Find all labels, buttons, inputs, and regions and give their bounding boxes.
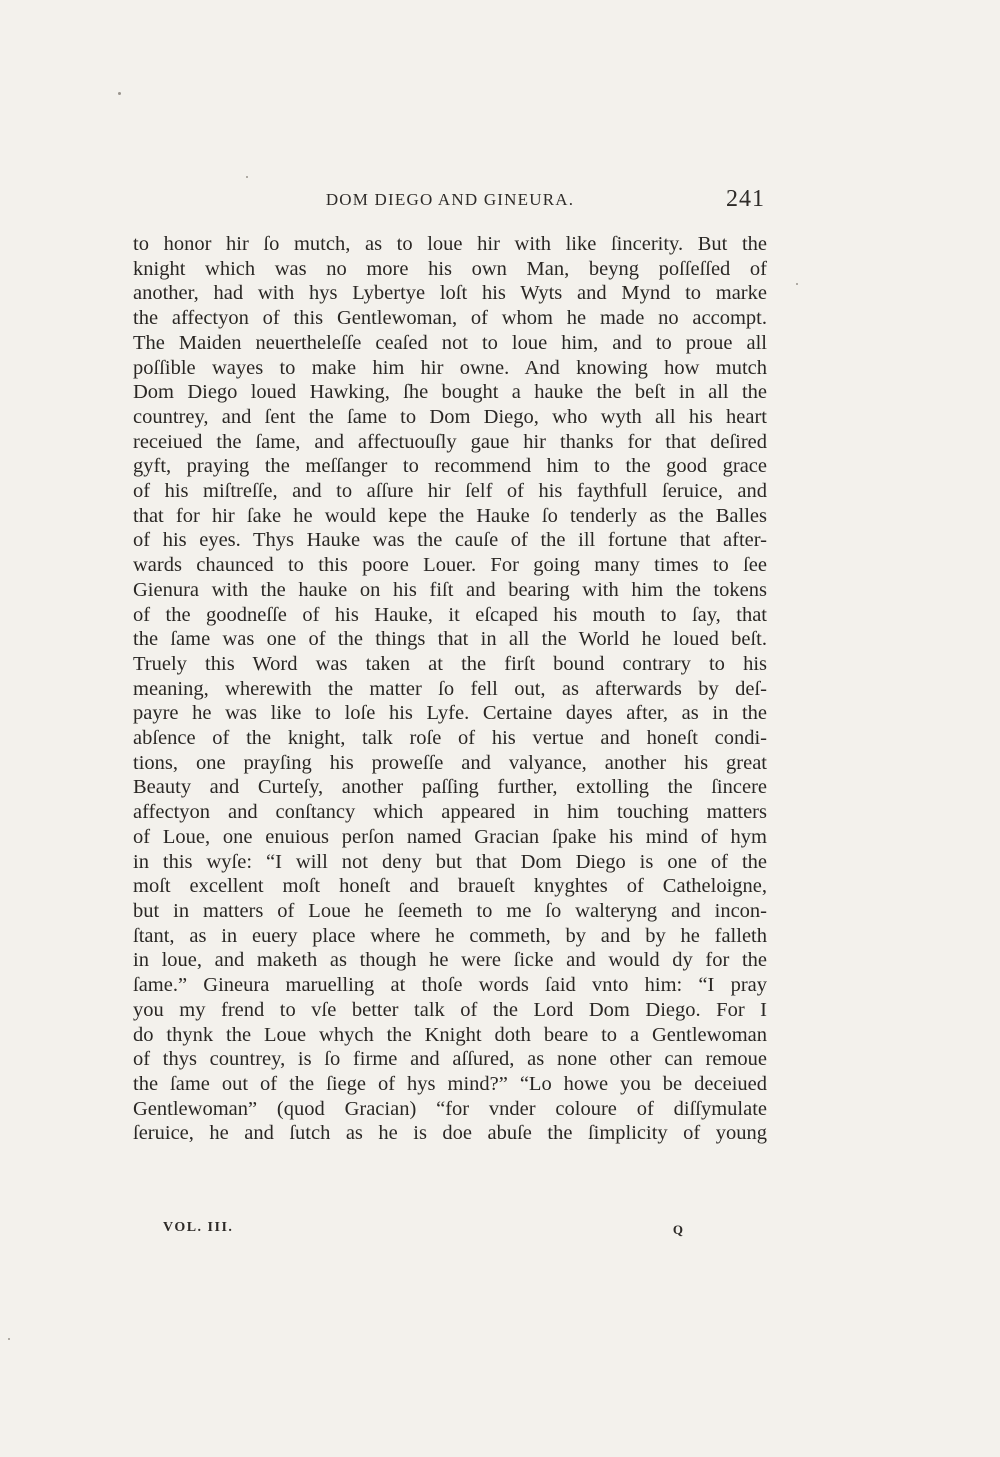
text-line: The Maiden neuertheleſſe ceaſed not to loue him, and to proue all xyxy=(133,331,767,354)
text-line: moſt excellent moſt honeſt and braueſt knyghtes of Catheloigne, xyxy=(133,875,767,898)
paper-speck xyxy=(246,176,248,178)
text-line: that for hir ſake he would kepe the Hauke ſo tenderly as the Balles xyxy=(133,504,767,527)
text-line: wards chaunced to this poore Louer. For going many times to ſee xyxy=(133,554,767,577)
body-text xyxy=(133,232,767,1146)
text-line: poſſible wayes to make him hir owne. And knowing how mutch xyxy=(133,356,767,379)
text-line: of Loue, one enuious perſon named Gracian ſpake his mind of hym xyxy=(133,825,767,848)
text-line: ſeruice, he and ſutch as he is doe abuſe the ſimplicity of young xyxy=(133,1122,767,1145)
text-line: you my frend to vſe better talk of the Lord Dom Diego. For I xyxy=(133,998,767,1021)
text-line: do thynk the Loue whych the Knight doth beare to a Gentlewoman xyxy=(133,1023,767,1046)
page-footer xyxy=(163,1220,683,1244)
text-line: the ſame was one of the things that in all the World he loued beſt. xyxy=(133,628,767,651)
paper-speck xyxy=(118,92,121,95)
signature-mark: Q xyxy=(672,1222,683,1237)
text-line: Truely this Word was taken at the firſt bound contrary to his xyxy=(133,652,767,675)
text-line: Beauty and Curteſy, another paſſing further, extolling the ſincere xyxy=(133,776,767,799)
text-line: of his eyes. Thys Hauke was the cauſe of the ill fortune that after- xyxy=(133,529,767,552)
text-line: Gienura with the hauke on his fiſt and bearing with him the tokens xyxy=(133,578,767,601)
text-line: ſtant, as in euery place where he commeth, by and by he falleth xyxy=(133,924,767,947)
text-line: another, had with hys Lybertye loſt his Wyts and Mynd to marke xyxy=(133,282,767,305)
text-line: the ſame out of the ſiege of hys mind?” “Lo howe you be deceiued xyxy=(133,1072,767,1095)
running-head xyxy=(135,186,765,216)
text-line: affectyon and conſtancy which appeared in him touching matters xyxy=(133,801,767,824)
paper-speck xyxy=(796,283,798,285)
text-line: receiued the ſame, and affectuouſly gaue hir thanks for that deſired xyxy=(133,430,767,453)
page-number: 241 xyxy=(726,186,765,212)
text-line: of his miſtreſſe, and to aſſure hir ſelf of his faythfull ſeruice, and xyxy=(133,480,767,503)
text-line: in this wyſe: “I will not deny but that Dom Diego is one of the xyxy=(133,850,767,873)
text-line: to honor hir ſo mutch, as to loue hir with like ſincerity. But the xyxy=(133,233,767,255)
running-title: DOM DIEGO AND GINEURA. xyxy=(325,190,575,209)
volume-label: VOL. III. xyxy=(163,1220,234,1235)
text-line: ſame.” Gineura maruelling at thoſe words ſaid vnto him: “I pray xyxy=(133,974,767,997)
text-line: but in matters of Loue he ſeemeth to me ſo walteryng and incon- xyxy=(133,899,767,922)
text-line: countrey, and ſent the ſame to Dom Diego, who wyth all his heart xyxy=(133,405,767,428)
text-line: Gentlewoman” (quod Gracian) “for vnder coloure of diſſymulate xyxy=(133,1097,767,1120)
text-line: abſence of the knight, talk roſe of his vertue and honeſt condi- xyxy=(133,727,767,750)
paper-speck xyxy=(8,1338,10,1340)
text-line: the affectyon of this Gentlewoman, of whom he made no accompt. xyxy=(133,307,767,330)
text-line: meaning, wherewith the matter ſo fell out, as afterwards by deſ- xyxy=(133,677,767,700)
text-line: knight which was no more his own Man, beyng poſſeſſed of xyxy=(133,257,767,280)
text-line: in loue, and maketh as though he were ſicke and would dy for the xyxy=(133,949,767,972)
text-line: of the goodneſſe of his Hauke, it eſcaped his mouth to ſay, that xyxy=(133,603,767,626)
text-line: of thys countrey, is ſo firme and aſſured, as none other can remoue xyxy=(133,1048,767,1071)
text-line: payre he was like to loſe his Lyfe. Certaine dayes after, as in the xyxy=(133,702,767,725)
text-line: gyft, praying the meſſanger to recommend him to the good grace xyxy=(133,455,767,478)
text-line: tions, one prayſing his proweſſe and valyance, another his great xyxy=(133,751,767,774)
text-line: Dom Diego loued Hawking, ſhe bought a hauke the beſt in all the xyxy=(133,381,767,404)
